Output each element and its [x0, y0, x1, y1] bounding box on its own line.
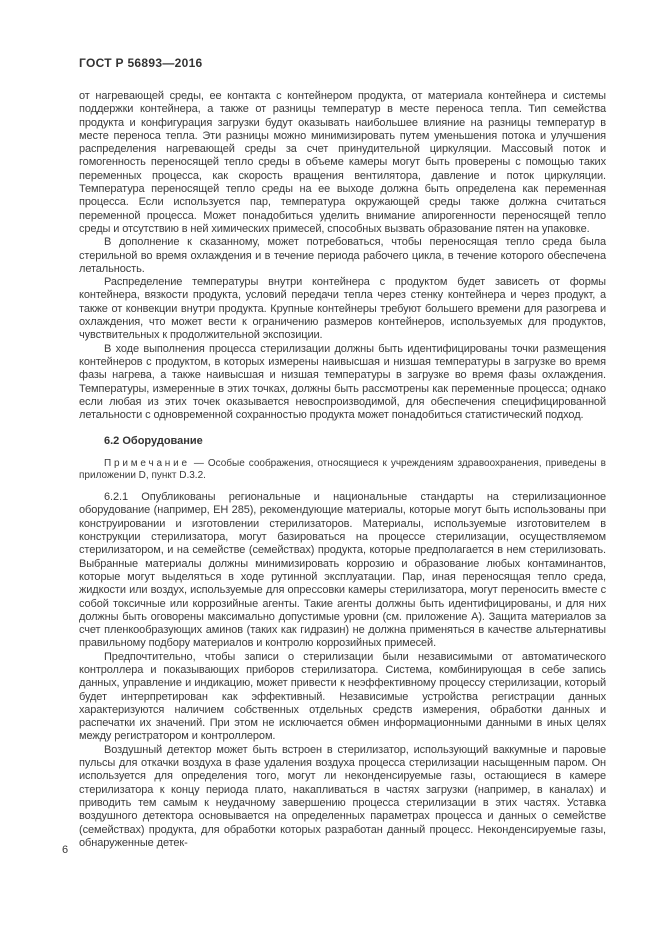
standard-number-header: ГОСТ Р 56893—2016 [79, 56, 203, 70]
paragraph-air-detector: Воздушный детектор может быть встроен в стерилизатор, использующий ваккумные и паровые пульсы для откачки воздуха в фазе удаления воздуха процесса стерилизации насыщенным паром. Он используется для определения того, могут ли неконденсируемые газы, остающиеся в камере стерилизатора к концу периода плато, накапливаться в частях загрузки (например, в каналах) и приводить тем самым к неудачному завершению процесса стерилизации в этих частях. Уставка воздушного детектора основывается на определенных параметрах процесса и данных о семействе (семействах) продукта, для обработки которых разработан данный процесс. Неконденсируемые газы, обнаруженные детек- [79, 743, 606, 849]
paragraph-sterilization-records: Предпочтительно, чтобы записи о стерилизации были независимыми от автоматического контроллера и показывающих приборов стерилизатора. Система, комбинирующая в себе запись данных, управление и индикацию, может привести к неэффективному процессу стерилизации, который будет интерпретирован как эффективный. Независимые устройства регистрации данных характеризуются наличием собственных отдельных средств измерения, обработки данных и распечатки их значений. При этом не исключается обмен информационными данными в иных целях между регистратором и контроллером. [79, 650, 606, 743]
paragraph-addition: В дополнение к сказанному, может потребоваться, чтобы переносящая тепло среда была стерильной во время охлаждения и в течение периода рабочего цикла, в течение которого обеспечена летальность. [79, 236, 606, 275]
paragraph-temperature-distribution: Распределение температуры внутри контейнера с продуктом будет зависеть от формы контейнера, вязкости продукта, условий передачи тепла через стенку контейнера и через продукт, а также от конвекции внутри продукта. Крупные контейнеры требуют большего времени для разогрева и охлаждения, что может вести к ограничению размеров контейнеров, используемых для продуктов, чувствительных к продолжительной экспозиции. [79, 276, 606, 342]
note-label: Примечание [104, 457, 190, 469]
note-text: — Особые соображения, относящиеся к учреждениям здравоохранения, приведены в приложении D, пункт D.3.2. [79, 457, 606, 481]
section-heading-equipment: 6.2 Оборудование [104, 435, 203, 448]
paragraph-measurement-points: В ходе выполнения процесса стерилизации должны быть идентифицированы точки размещения контейнеров с продуктом, в которых измерены наивысшая и низшая температуры в загрузке во время фазы нагрева, а также наивысшая и низшая температуры в загрузке во время фазы охлаждения. Температуры, измеренные в этих точках, должны быть рассмотрены как переменные процесса; однако если любая из этих точек оказывается невоспроизводимой, для обеспечения специфицированной летальности с одновременной сохранностью продукта может понадобиться статистический подход. [79, 342, 606, 422]
page-number: 6 [62, 844, 69, 856]
paragraph-intro-continuation: от нагревающей среды, ее контакта с контейнером продукта, от материала контейнера и системы поддержки контейнера, а также от разницы температур в месте переноса тепла. Тип семейства продукта и конфигурация загрузки будут оказывать наибольшее влияние на разницы температур в месте переноса тепла. Эти разницы можно минимизировать путем уменьшения потока и улучшения распределения нагревающей среды за счет принудительной циркуляции. Массовый поток и гомогенность переносящей тепло среды в объеме камеры могут быть проверены с помощью таких переменных процесса, как скорость вращения вентилятора, давление и поток циркуляции. Температура переносящей тепло среды на ее выходе должна быть определена как переменная процесса. Если используется пар, температура окружающей среды также должна считаться переменной процесса. Может понадобиться уделить внимание апирогенности переносящей тепло среды и отсутствию в ней химических примесей, способных вызвать образование пятен на упаковке. [79, 90, 606, 235]
paragraph-621-standards: 6.2.1 Опубликованы региональные и национальные стандарты на стерилизационное оборудование (например, ЕН 285), рекомендующие материалы, которые могут быть использованы при конструировании и изготовлении стерилизаторов. Материалы, используемые изготовителем в конструкции стерилизатора, могут базироваться на процессе стерилизации, осуществляемом стерилизатором, и на семействе (семействах) продукта, которые предполагается в нем стерилизовать. Выбранные материалы должны минимизировать коррозию и образование любых контаминантов, которые могут выделяться в ходе рутинной эксплуатации. Пар, иная переносящая тепло среда, жидкости или воздух, используемые для опрессовки камеры стерилизатора, могут переносить вместе с собой токсичные или коррозийные агенты. Такие агенты должны быть идентифицированы, и для них должны быть оговорены максимально допустимые уровни (см. приложение А). Защита материалов за счет пленкообразующих аминов (таких как гидразин) не должна применяться в качестве альтернативы правильному подбору материалов и контролю коррозийных примесей. [79, 491, 606, 650]
page-content [79, 90, 606, 850]
note-block [79, 458, 606, 482]
